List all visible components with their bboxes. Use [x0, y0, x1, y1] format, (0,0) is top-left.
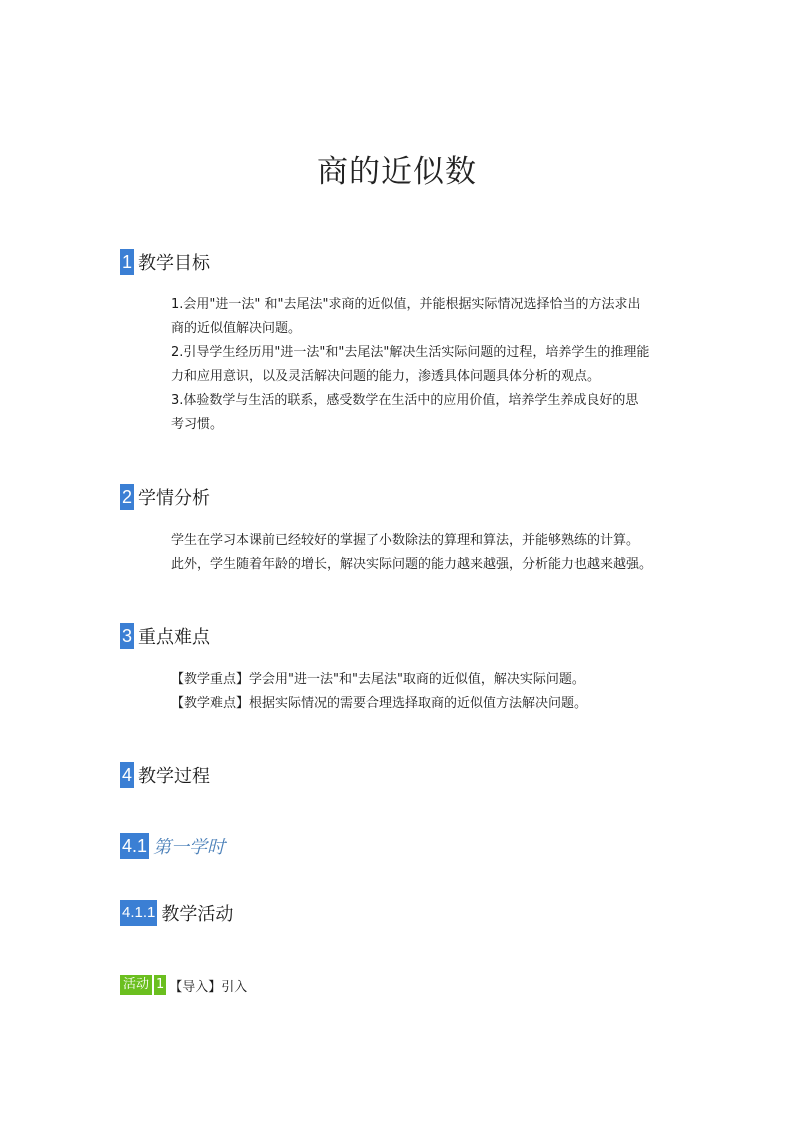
section-number: 3 [120, 623, 134, 649]
activity-item [120, 975, 247, 995]
text-line: 学生在学习本课前已经较好的掌握了小数除法的算理和算法，并能够熟练的计算。 [171, 533, 640, 548]
text-line: 此外，学生随着年龄的增长，解决实际问题的能力越来越强，分析能力也越来越强。 [171, 557, 653, 572]
text-line: 2.引导学生经历用"进一法"和"去尾法"解决生活实际问题的过程，培养学生的推理能 [171, 345, 650, 360]
section-number: 4 [120, 762, 134, 788]
subsection-heading-activities [120, 900, 233, 926]
section-heading-process [120, 762, 210, 788]
activity-number: 1 [154, 975, 166, 995]
text-line: 商的近似值解决问题。 [171, 321, 302, 336]
activity-text: 【导入】引入 [169, 979, 248, 995]
section-title: 教学目标 [138, 253, 211, 274]
section-title: 重点难点 [138, 627, 211, 648]
text-line: 3.体验数学与生活的联系，感受数学在生活中的应用价值，培养学生养成良好的思 [171, 393, 639, 408]
section-heading-objectives [120, 249, 210, 275]
section-title: 教学过程 [138, 766, 211, 787]
text-line: 力和应用意识，以及灵活解决问题的能力，渗透具体问题具体分析的观点。 [171, 369, 601, 384]
section-title: 教学活动 [161, 904, 234, 925]
key-points-paragraph [171, 668, 681, 716]
section-number: 4.1.1 [120, 900, 157, 926]
text-line: 1.会用"进一法" 和"去尾法"求商的近似值，并能根据实际情况选择恰当的方法求出 [171, 297, 641, 312]
text-line: 【教学难点】根据实际情况的需要合理选择取商的近似值方法解决问题。 [171, 696, 588, 711]
objectives-paragraph [171, 293, 681, 437]
text-line: 考习惯。 [171, 417, 224, 432]
section-number: 4.1 [120, 833, 149, 859]
section-heading-analysis [120, 484, 210, 510]
page-title: 商的近似数 [317, 154, 477, 190]
activity-tag: 活动 [120, 975, 152, 995]
section-heading-key-points [120, 623, 210, 649]
analysis-paragraph [171, 529, 681, 577]
section-number: 2 [120, 484, 134, 510]
section-title: 第一学时 [153, 837, 226, 858]
subsection-heading-first-lesson [120, 833, 225, 859]
text-line: 【教学重点】学会用"进一法"和"去尾法"取商的近似值，解决实际问题。 [171, 672, 585, 687]
section-title: 学情分析 [138, 488, 211, 509]
section-number: 1 [120, 249, 134, 275]
